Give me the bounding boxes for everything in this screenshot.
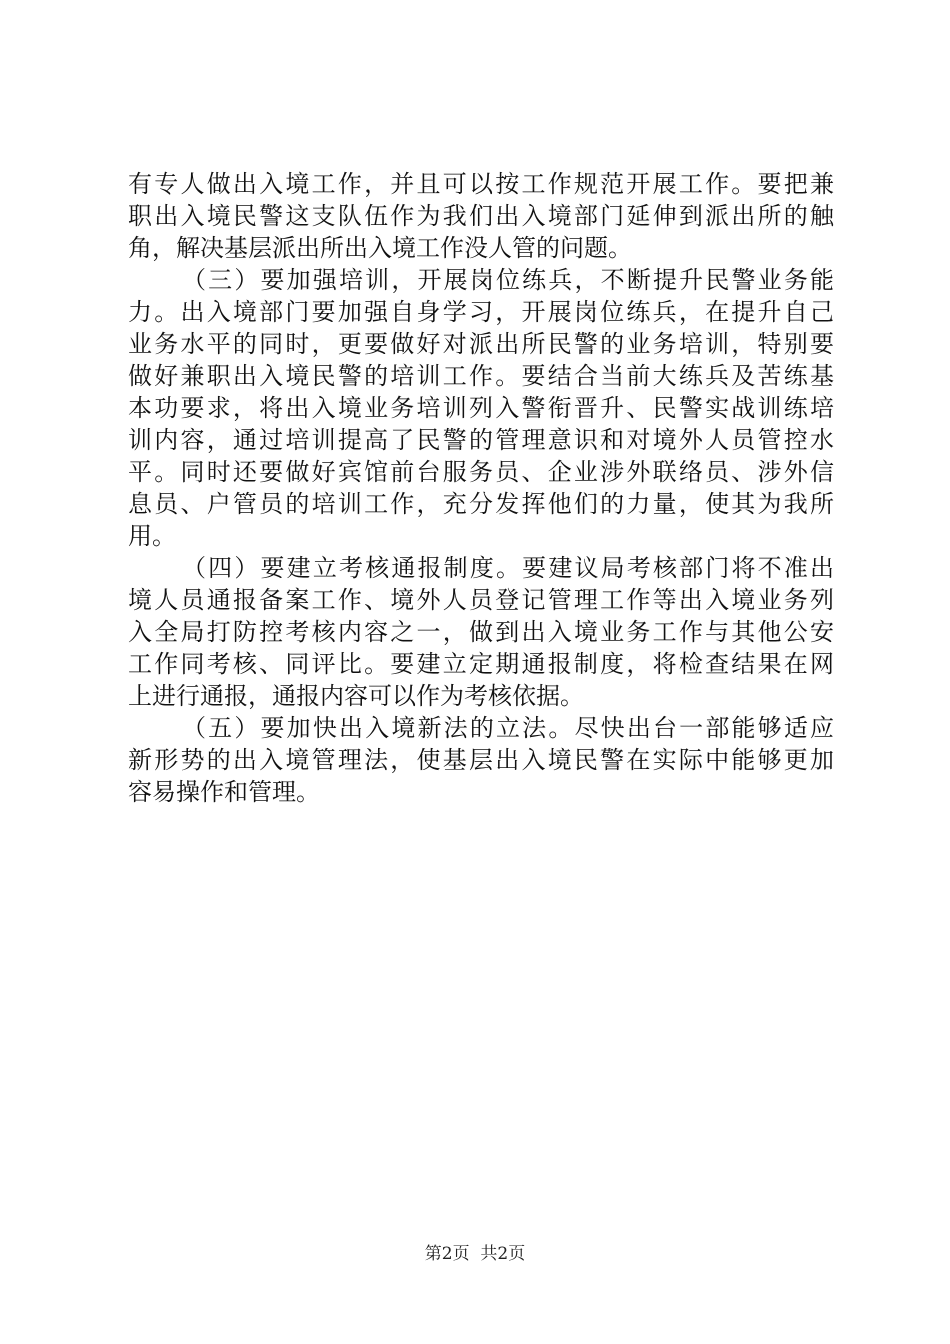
- text-line: 本功要求，将出入境业务培训列入警衔晋升、民警实战训练培: [128, 394, 834, 422]
- text-line: 容易操作和管理。: [128, 778, 320, 806]
- text-line: 息员、户管员的培训工作，充分发挥他们的力量，使其为我所: [128, 490, 834, 518]
- text-line: （五）要加快出入境新法的立法。尽快出台一部能够适应: [182, 714, 834, 742]
- text-line: 业务水平的同时，更要做好对派出所民警的业务培训，特别要: [128, 330, 834, 358]
- text-line: （三）要加强培训，开展岗位练兵，不断提升民警业务能: [182, 266, 834, 294]
- text-line: 用。: [128, 522, 176, 550]
- paragraph: [128, 552, 834, 712]
- text-line: 训内容，通过培训提高了民警的管理意识和对境外人员管控水: [128, 426, 834, 454]
- text-line: 新形势的出入境管理法，使基层出入境民警在实际中能够更加: [128, 746, 834, 774]
- text-line: 有专人做出入境工作，并且可以按工作规范开展工作。要把兼: [128, 170, 834, 198]
- page-footer: [0, 1242, 950, 1266]
- text-line: （四）要建立考核通报制度。要建议局考核部门将不准出: [182, 554, 834, 582]
- text-line: 职出入境民警这支队伍作为我们出入境部门延伸到派出所的触: [128, 202, 834, 230]
- document-body: [128, 168, 834, 808]
- page-number-label: 第2页 共2页: [424, 1244, 526, 1264]
- text-line: 做好兼职出入境民警的培训工作。要结合当前大练兵及苦练基: [128, 362, 834, 390]
- paragraph: [128, 264, 834, 552]
- text-line: 入全局打防控考核内容之一，做到出入境业务工作与其他公安: [128, 618, 834, 646]
- paragraph: [128, 712, 834, 808]
- text-line: 工作同考核、同评比。要建立定期通报制度，将检查结果在网: [128, 650, 834, 678]
- text-line: 角，解决基层派出所出入境工作没人管的问题。: [128, 234, 632, 262]
- text-line: 境人员通报备案工作、境外人员登记管理工作等出入境业务列: [128, 586, 834, 614]
- text-line: 上进行通报，通报内容可以作为考核依据。: [128, 682, 584, 710]
- paragraph: [128, 168, 834, 264]
- text-line: 力。出入境部门要加强自身学习，开展岗位练兵，在提升自己: [128, 298, 834, 326]
- text-line: 平。同时还要做好宾馆前台服务员、企业涉外联络员、涉外信: [128, 458, 834, 486]
